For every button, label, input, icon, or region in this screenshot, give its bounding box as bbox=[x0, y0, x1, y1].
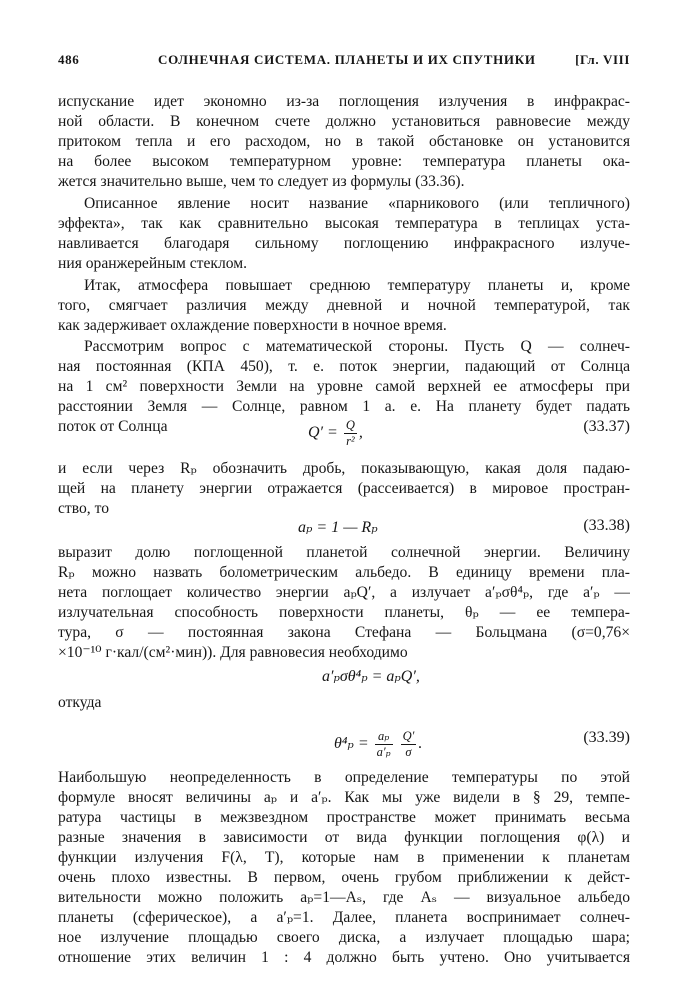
chapter-label: [Гл. VIII bbox=[575, 52, 630, 67]
paragraph-whence bbox=[58, 693, 630, 713]
paragraph-greenhouse-intro bbox=[58, 92, 630, 192]
denominator: r² bbox=[346, 434, 355, 448]
equation-body bbox=[308, 418, 363, 449]
text-line: функции излучения F(λ, T), которые нам в применении к планетам bbox=[58, 849, 630, 866]
text-line: поток от Солнца bbox=[58, 418, 168, 435]
equation-number: (33.37) bbox=[583, 418, 630, 435]
text-line: планеты (сферическое), а a′ₚ=1. Далее, планета воспринимает солнеч- bbox=[58, 909, 630, 926]
text-line: щей на планету энергии отражается (рассеивается) в мировое простран- bbox=[58, 480, 630, 497]
equation-lhs: θ⁴ₚ = bbox=[334, 735, 369, 753]
equation-number: (33.38) bbox=[583, 517, 630, 534]
fraction bbox=[344, 418, 357, 449]
text-line: нета поглощает количество энергии aₚQ′, а излучает a′ₚσθ⁴ₚ, где a′ₚ — bbox=[58, 584, 630, 601]
equation-number: (33.39) bbox=[583, 729, 630, 746]
text-line: того, смягчает различия между дневной и ночной температурой, так bbox=[58, 297, 630, 314]
fraction bbox=[375, 729, 393, 760]
paragraph-atmosphere bbox=[58, 276, 630, 336]
text-line: Рассмотрим вопрос с математической стороны. Пусть Q — солнеч- bbox=[84, 338, 630, 355]
text-line: как задерживает охлаждение поверхности в ночное время. bbox=[58, 317, 447, 334]
running-header bbox=[58, 52, 630, 72]
text-line: расстоянии Земля — Солнце, равном 1 а. е. На планету будет падать bbox=[58, 398, 630, 415]
text-line: на более высоком температурном уровне: температура планеты ока- bbox=[58, 153, 630, 170]
text-line: очень плохо известны. В первом, очень грубом приближении к дейст- bbox=[58, 869, 630, 886]
equation-33-37 bbox=[58, 410, 630, 450]
denominator: a′ₚ bbox=[376, 745, 391, 759]
equation-balance bbox=[58, 658, 630, 698]
text-line: и если через Rₚ обозначить дробь, показывающую, какая доля падаю- bbox=[58, 460, 630, 477]
paragraph-bolometric-albedo bbox=[58, 543, 630, 663]
text-line: на 1 см² поверхности Земли на уровне самой верхней ее атмосферы при bbox=[58, 378, 630, 395]
fraction bbox=[401, 729, 417, 760]
numerator: aₚ bbox=[375, 729, 393, 745]
page-number: 486 bbox=[58, 52, 80, 67]
equation-punct: . bbox=[418, 735, 423, 753]
text-line: Наибольшую неопределенность в определение температуры по этой bbox=[58, 769, 630, 786]
numerator: Q′ bbox=[402, 729, 415, 743]
equation-lhs: Q′ = bbox=[308, 424, 338, 442]
running-title: СОЛНЕЧНАЯ СИСТЕМА. ПЛАНЕТЫ И ИХ СПУТНИКИ bbox=[158, 52, 536, 67]
text-line: Итак, атмосфера повышает среднюю температуру планеты и, кроме bbox=[84, 277, 630, 294]
text-line: ное излучение площадью своего диска, а излучает площадью шара; bbox=[58, 929, 630, 946]
text-line: испускание идет экономно из-за поглощения излучения в инфракрас- bbox=[58, 93, 630, 110]
text-line: ×10⁻¹⁰ г·кал/(см²·мин)). Для равновесия необходимо bbox=[58, 644, 408, 661]
paragraph-greenhouse-effect bbox=[58, 194, 630, 274]
text-line: навливается благодаря сильному поглощению инфракрасного излуче- bbox=[58, 235, 630, 252]
equation-punct: , bbox=[358, 424, 363, 442]
text-line: Rₚ можно назвать болометрическим альбедо. В единицу времени пла- bbox=[58, 564, 630, 581]
denominator: σ bbox=[405, 745, 412, 759]
text-line: эффекта», так как сравнительно высокая температура в теплицах уста- bbox=[58, 215, 630, 232]
text-line: ство, то bbox=[58, 500, 109, 517]
text-line: отношение этих величин 1 : 4 должно быть учтено. Оно учитывается bbox=[58, 949, 630, 966]
text-line: жется значительно выше, чем то следует из формулы (33.36). bbox=[58, 173, 465, 190]
text-line: излучательная способность поверхности планеты, θₚ — ее темпера- bbox=[58, 604, 630, 621]
text-line: откуда bbox=[58, 694, 102, 711]
text-line: притоком тепла и его расходом, но в такой обстановке он установится bbox=[58, 133, 630, 150]
equation-body: aₚ = 1 — Rₚ bbox=[298, 519, 378, 536]
text-line: тура, σ — постоянная закона Стефана — Больцмана (σ=0,76× bbox=[58, 624, 630, 641]
text-line: вительности можно положить aₚ=1—Aₛ, где Aₛ — визуальное альбедо bbox=[58, 889, 630, 906]
equation-body: a′ₚσθ⁴ₚ = aₚQ′, bbox=[322, 668, 420, 685]
text-line: ная постоянная (КПА 450), т. е. поток энергии, падающий от Солнца bbox=[58, 358, 630, 375]
equation-body bbox=[334, 729, 422, 760]
numerator: Q bbox=[345, 418, 355, 432]
text-line: формуле вносят величины aₚ и a′ₚ. Как мы уже видели в § 29, темпе- bbox=[58, 789, 630, 806]
text-line: ния оранжерейным стеклом. bbox=[58, 255, 248, 272]
equation-33-39 bbox=[58, 721, 630, 761]
text-line: ратура частицы в межзвездном пространстве может принимать весьма bbox=[58, 809, 630, 826]
text-line: выразит долю поглощенной планетой солнечной энергии. Величину bbox=[58, 544, 630, 561]
text-line: разные значения в зависимости от вида функции поглощения φ(λ) и bbox=[58, 829, 630, 846]
paragraph-uncertainty bbox=[58, 768, 630, 968]
text-line: Описанное явление носит название «парникового (или тепличного) bbox=[84, 195, 630, 212]
text-line: ной области. В конечном счете должно установиться равновесие между bbox=[58, 113, 630, 130]
